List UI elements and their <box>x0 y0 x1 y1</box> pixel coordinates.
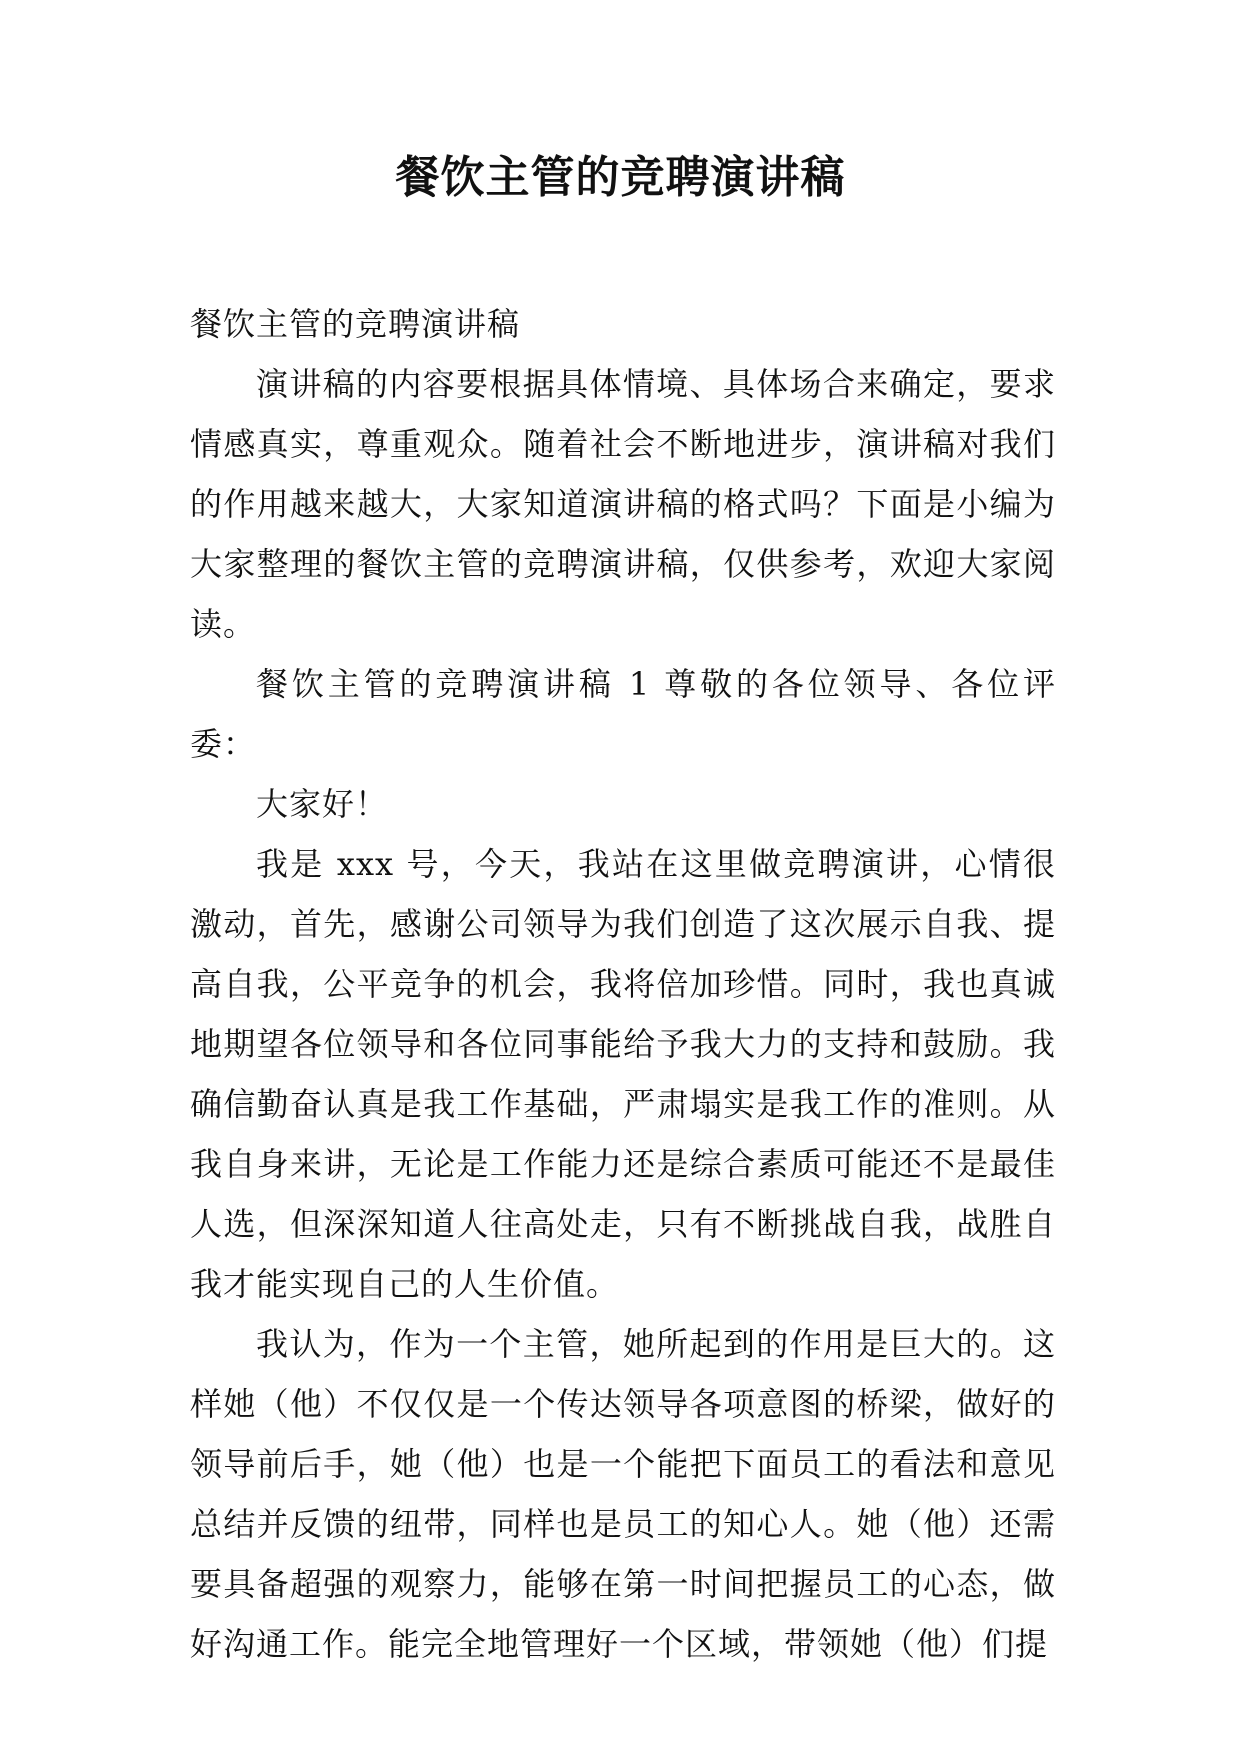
document-body <box>190 294 1056 1674</box>
paragraph-role-view: 我认为，作为一个主管，她所起到的作用是巨大的。这样她（他）不仅仅是一个传达领导各项意图的桥梁，做好的领导前后手，她（他）也是一个能把下面员工的看法和意见总结并反馈的纽带，同样也是员工的知心人。她（他）还需要具备超强的观察力，能够在第一时间把握员工的心态，做好沟通工作。能完全地管理好一个区域，带领她（他）们提 <box>190 1325 1056 1663</box>
paragraph-subtitle: 餐饮主管的竞聘演讲稿 <box>190 305 521 343</box>
document-title: 餐饮主管的竞聘演讲稿 <box>395 152 846 203</box>
paragraph-salutation: 餐饮主管的竞聘演讲稿 1 尊敬的各位领导、各位评委： <box>190 665 1056 763</box>
paragraph-intro: 演讲稿的内容要根据具体情境、具体场合来确定，要求情感真实，尊重观众。随着社会不断地进步，演讲稿对我们的作用越来越大，大家知道演讲稿的格式吗？下面是小编为大家整理的餐饮主管的竞聘演讲稿，仅供参考，欢迎大家阅读。 <box>190 365 1056 643</box>
paragraph-greeting: 大家好！ <box>256 785 389 823</box>
paragraph-self-introduction: 我是 xxx 号，今天，我站在这里做竞聘演讲，心情很激动，首先，感谢公司领导为我们创造了这次展示自我、提高自我，公平竞争的机会，我将倍加珍惜。同时，我也真诚地期望各位领导和各位同事能给予我大力的支持和鼓励。我确信勤奋认真是我工作基础，严肃塌实是我工作的准则。从我自身来讲，无论是工作能力还是综合素质可能还不是最佳人选，但深深知道人往高处走，只有不断挑战自我，战胜自我才能实现自己的人生价值。 <box>190 845 1056 1303</box>
